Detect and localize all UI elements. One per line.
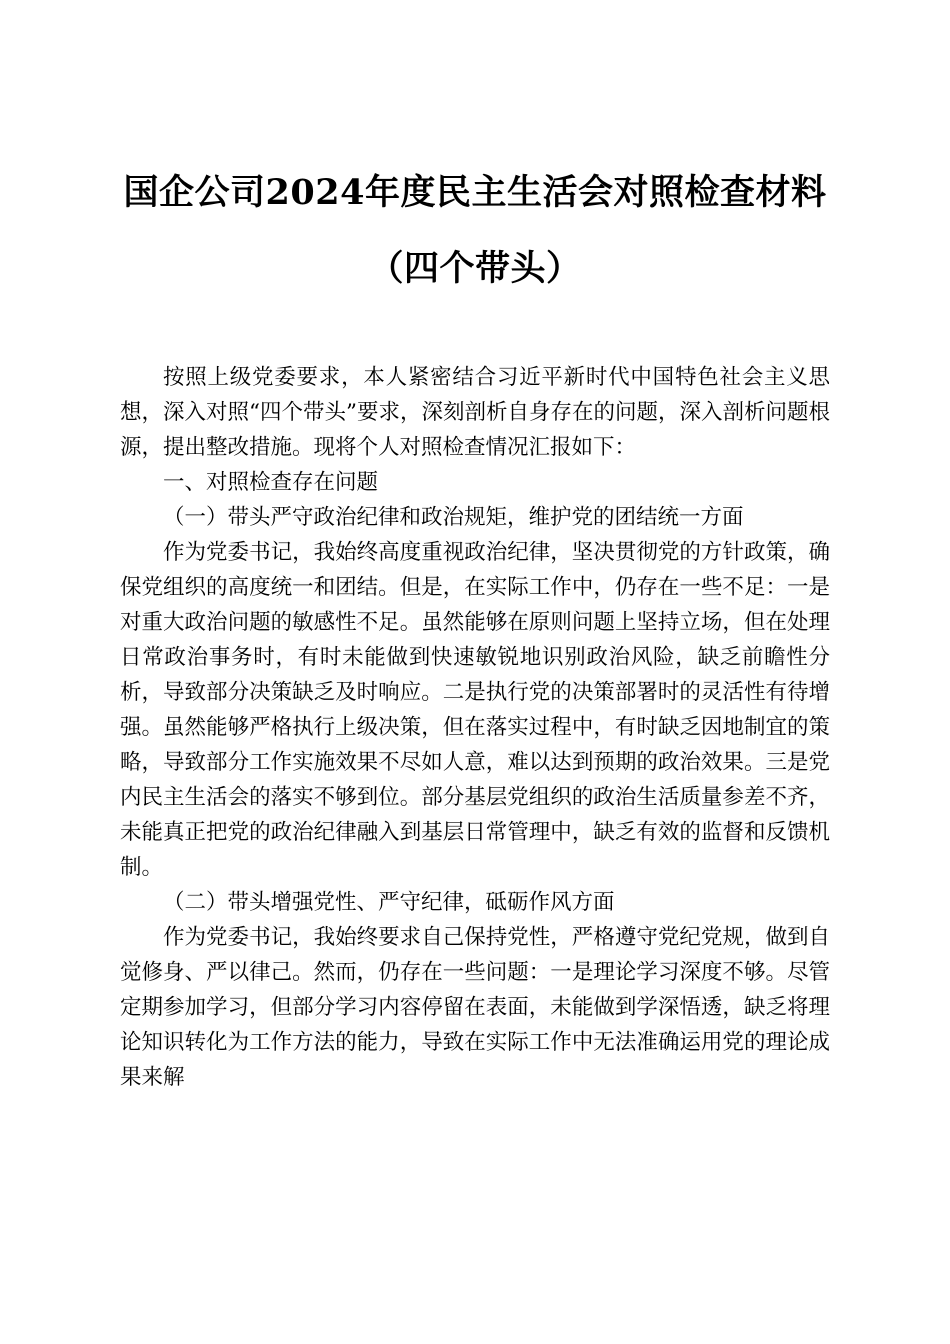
subsection-heading-1: （一）带头严守政治纪律和政治规矩，维护党的团结统一方面: [163, 505, 744, 530]
title-line-main: 国企公司2024年度民主生活会对照检查材料: [123, 172, 827, 213]
body-paragraph-2: 作为党委书记，我始终要求自己保持党性，严格遵守党纪党规，做到自觉修身、严以律己。然而，仍存在一些问题：一是理论学习深度不够。尽管定期参加学习，但部分学习内容停留在表面，未能做到学深悟透，缺乏将理论知识转化为工作方法的能力，导致在实际工作中无法准确运用党的理论成果来解: [120, 925, 830, 1090]
body-paragraph-1: 作为党委书记，我始终高度重视政治纪律，坚决贯彻党的方针政策，确保党组织的高度统一和团结。但是，在实际工作中，仍存在一些不足：一是对重大政治问题的敏感性不足。虽然能够在原则问题上坚持立场，但在处理日常政治事务时，有时未能做到快速敏锐地识别政治风险，缺乏前瞻性分析，导致部分决策缺乏及时响应。二是执行党的决策部署时的灵活性有待增强。虽然能够严格执行上级决策，但在落实过程中，有时缺乏因地制宜的策略，导致部分工作实施效果不尽如人意，难以达到预期的政治效果。三是党内民主生活会的落实不够到位。部分基层党组织的政治生活质量参差不齐，未能真正把党的政治纪律融入到基层日常管理中，缺乏有效的监督和反馈机制。: [120, 540, 830, 880]
title-line-subtitle: （四个带头）: [368, 248, 582, 289]
document-title: [0, 170, 950, 292]
document-body: [120, 360, 830, 1095]
subsection-heading-2: （二）带头增强党性、严守纪律，砥砺作风方面: [163, 890, 615, 915]
intro-paragraph: 按照上级党委要求，本人紧密结合习近平新时代中国特色社会主义思想，深入对照“四个带头”要求，深刻剖析自身存在的问题，深入剖析问题根源，提出整改措施。现将个人对照检查情况汇报如下：: [120, 365, 830, 460]
section-heading-1: 一、对照检查存在问题: [163, 470, 379, 495]
